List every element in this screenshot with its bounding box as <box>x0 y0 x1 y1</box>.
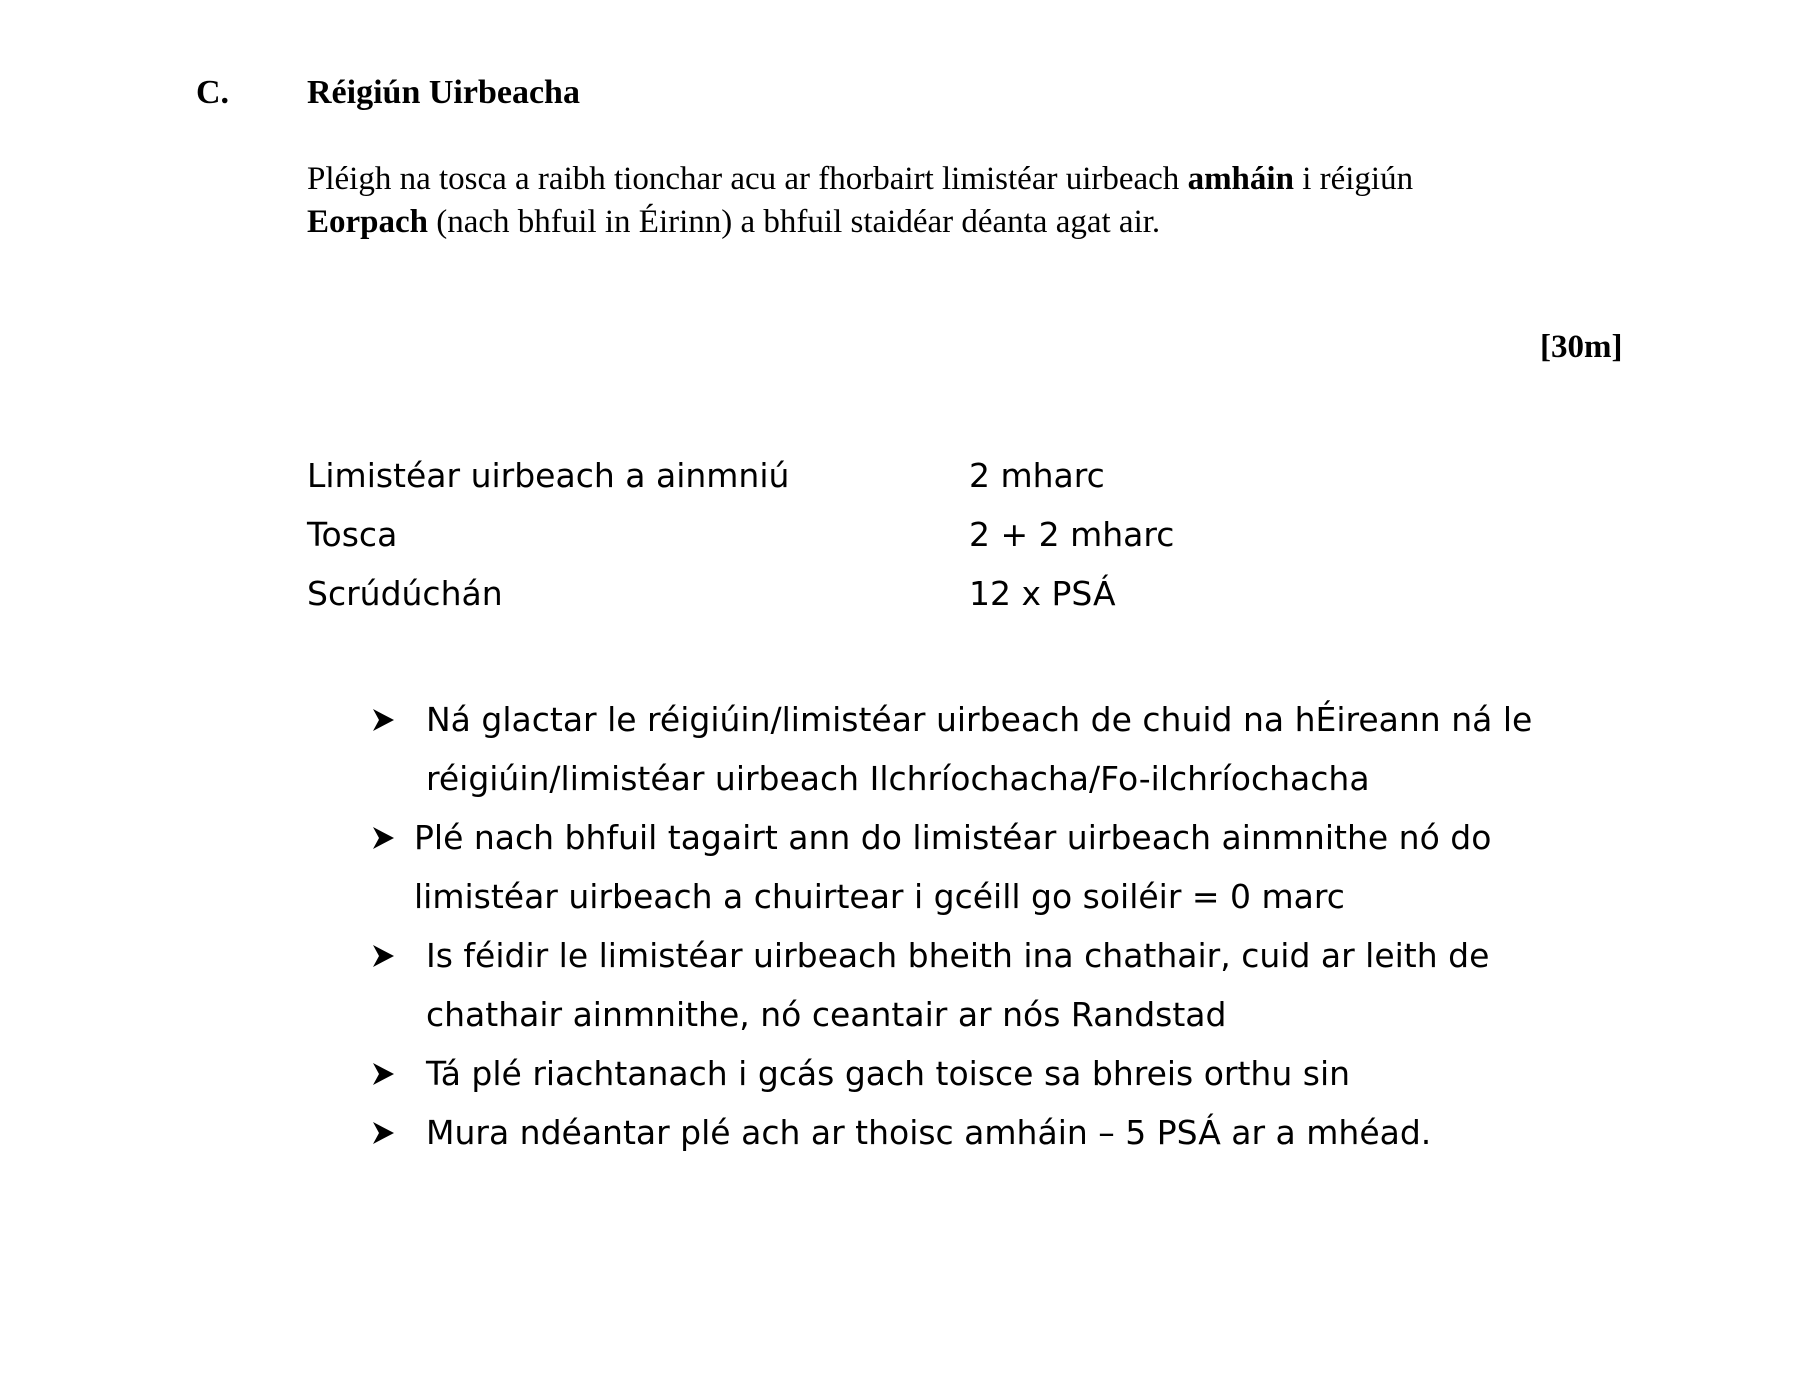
scheme-value: 2 + 2 mharc <box>969 515 1175 554</box>
list-item <box>370 808 1600 926</box>
list-item <box>370 1103 1600 1162</box>
note-line: limistéar uirbeach a chuirtear i gcéill go soiléir = 0 marc <box>414 877 1345 916</box>
list-item <box>370 926 1600 1044</box>
section-title: Réigiún Uirbeacha <box>307 74 580 111</box>
note-line: réigiúin/limistéar uirbeach Ilchríochacha/Fo-ilchríochacha <box>426 759 1370 798</box>
list-item <box>370 1044 1600 1103</box>
question-bold-2: Eorpach <box>307 204 429 240</box>
question-part-2: i réigiún <box>1293 161 1414 197</box>
scheme-value: 2 mharc <box>969 456 1105 495</box>
note-line: Mura ndéantar plé ach ar thoisc amháin – 5 PSÁ ar a mhéad. <box>426 1113 1432 1152</box>
question-part-1: Pléigh na tosca a raibh tionchar acu ar fhorbairt limistéar uirbeach <box>307 161 1188 197</box>
scheme-label: Tosca <box>307 515 398 554</box>
arrowhead-bullet-icon <box>370 707 396 733</box>
question-bold-1: amháin <box>1187 161 1294 197</box>
scheme-value: 12 x PSÁ <box>969 574 1116 613</box>
marking-scheme <box>307 456 1307 633</box>
scheme-row <box>307 456 1307 515</box>
note-line: Is féidir le limistéar uirbeach bheith ina chathair, cuid ar leith de <box>426 936 1490 975</box>
note-line: Plé nach bhfuil tagairt ann do limistéar uirbeach ainmnithe nó do <box>414 818 1492 857</box>
note-line: Ná glactar le réigiúin/limistéar uirbeach de chuid na hÉireann ná le <box>426 700 1533 739</box>
scheme-row <box>307 515 1307 574</box>
scheme-row <box>307 574 1307 633</box>
question-part-3: (nach bhfuil in Éirinn) a bhfuil staidéar déanta agat air. <box>428 204 1161 240</box>
question-text <box>307 158 1627 244</box>
list-item <box>370 690 1600 808</box>
notes-list <box>370 690 1600 1162</box>
arrowhead-bullet-icon <box>370 1120 396 1146</box>
arrowhead-bullet-icon <box>370 825 396 851</box>
note-line: Tá plé riachtanach i gcás gach toisce sa bhreis orthu sin <box>426 1054 1351 1093</box>
section-letter: C. <box>196 74 230 111</box>
note-line: chathair ainmnithe, nó ceantair ar nós Randstad <box>426 995 1227 1034</box>
arrowhead-bullet-icon <box>370 1061 396 1087</box>
arrowhead-bullet-icon <box>370 943 396 969</box>
scheme-label: Scrúdúchán <box>307 574 503 613</box>
marks-total: [30m] <box>1540 329 1623 365</box>
scheme-label: Limistéar uirbeach a ainmniú <box>307 456 790 495</box>
